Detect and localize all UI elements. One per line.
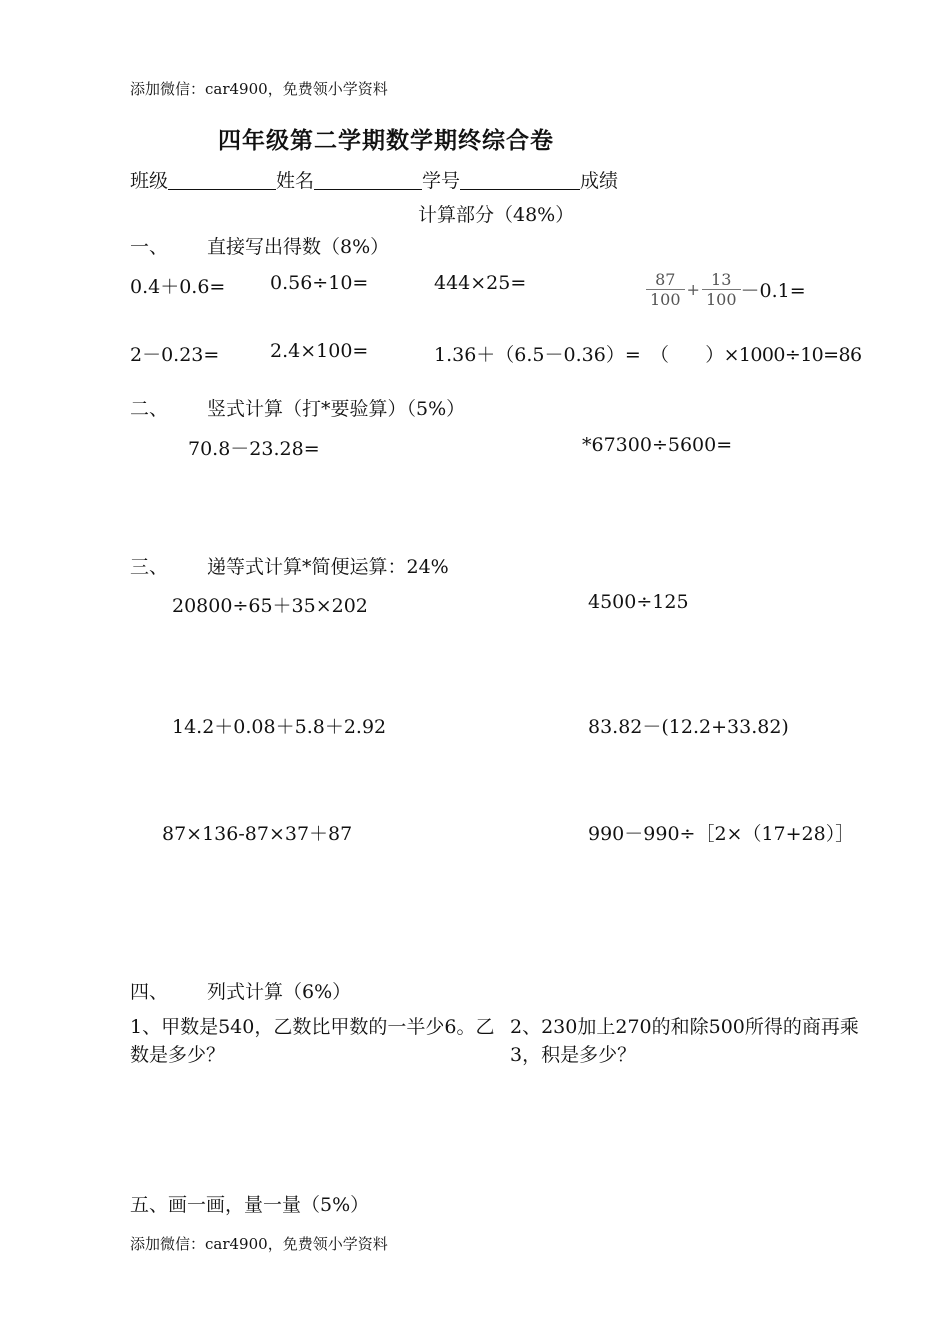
plus-sign: +: [686, 280, 700, 299]
class-label: 班级: [130, 170, 169, 192]
score-label: 成绩: [580, 170, 619, 192]
footer-note: 添加微信：car4900，免费领小学资料: [130, 1235, 388, 1253]
s1-q8: （ ）×1000÷10=86: [650, 344, 862, 366]
s1-q4: [646, 270, 806, 309]
s1-q5: 2－0.23=: [130, 344, 220, 366]
class-blank[interactable]: [168, 169, 276, 190]
s4-q2: 2、230加上270的和除500所得的商再乘3，积是多少？: [510, 1016, 859, 1066]
fraction-1-denominator: 100: [646, 289, 685, 309]
fraction-2-denominator: 100: [702, 289, 741, 309]
s2-q1: 70.8－23.28=: [188, 438, 320, 460]
s1-q4-tail: －0.1=: [740, 280, 806, 302]
section-1-title: 直接写出得数（8%）: [207, 236, 390, 258]
s3-q6: 990－990÷［2×（17+28）］: [588, 823, 855, 845]
section-2-number: 二、: [130, 398, 169, 420]
id-blank[interactable]: [460, 169, 580, 190]
s1-q3: 444×25=: [434, 272, 527, 294]
s3-q3: 14.2＋0.08＋5.8＋2.92: [172, 716, 387, 738]
fraction-2: [702, 270, 741, 309]
fraction-1: [646, 270, 685, 309]
header-note: 添加微信：car4900，免费领小学资料: [130, 80, 388, 98]
fraction-2-numerator: 13: [711, 270, 732, 289]
fraction-1-numerator: 87: [655, 270, 676, 289]
section-5-title: 五、画一画，量一量（5%）: [130, 1194, 370, 1216]
id-label: 学号: [422, 170, 461, 192]
info-line: [130, 166, 618, 193]
s3-q4: 83.82－(12.2+33.82): [588, 716, 789, 738]
section-3-number: 三、: [130, 556, 169, 578]
s3-q5: 87×136-87×37＋87: [162, 823, 353, 845]
s1-q1: 0.4＋0.6=: [130, 276, 226, 298]
page-title: 四年级第二学期数学期终综合卷: [218, 127, 554, 154]
part-heading: 计算部分（48%）: [418, 204, 575, 226]
s1-q6: 2.4×100=: [270, 340, 369, 362]
section-4-number: 四、: [130, 981, 169, 1003]
s1-q7: 1.36＋（6.5－0.36）=: [434, 344, 641, 366]
s3-q1: 20800÷65＋35×202: [172, 595, 368, 617]
s1-q2: 0.56÷10=: [270, 272, 369, 294]
name-blank[interactable]: [314, 169, 422, 190]
section-2-title: 竖式计算（打*要验算）（5%）: [207, 398, 466, 420]
section-1-number: 一、: [130, 236, 169, 258]
s2-q2: *67300÷5600=: [582, 434, 733, 456]
name-label: 姓名: [276, 170, 315, 192]
s3-q2: 4500÷125: [588, 591, 689, 613]
section-3-title: 递等式计算*简便运算：24%: [207, 556, 449, 578]
s4-q1: 1、甲数是540，乙数比甲数的一半少6。乙数是多少？: [130, 1016, 495, 1066]
section-4-title: 列式计算（6%）: [207, 981, 352, 1003]
